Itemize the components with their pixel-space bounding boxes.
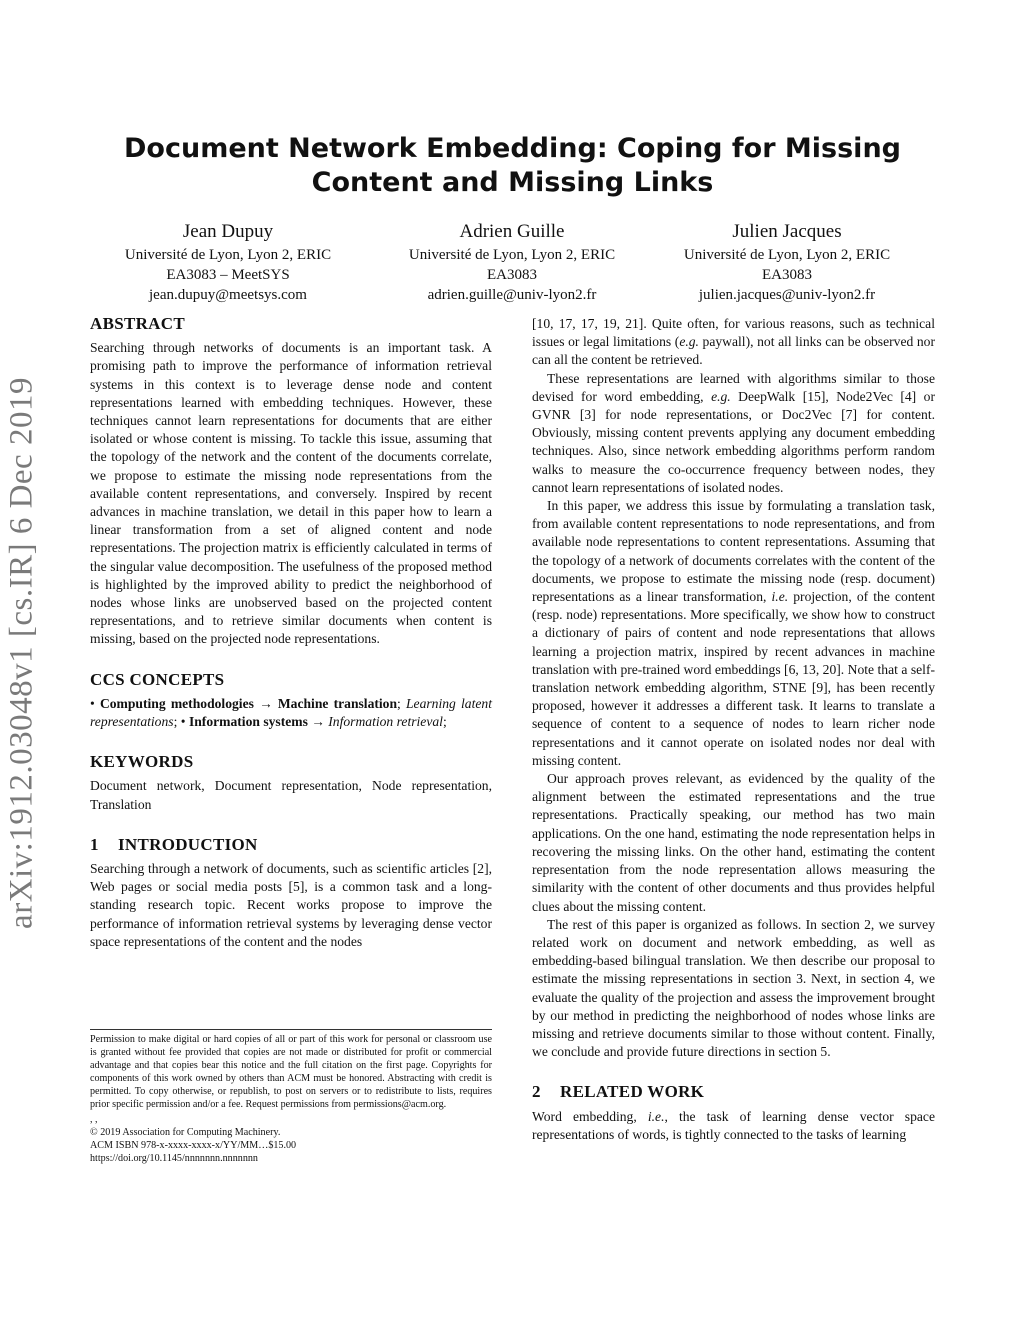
copyright-notice: © 2019 Association for Computing Machinery. bbox=[90, 1127, 281, 1138]
abstract-text: Searching through networks of documents is an important task. A promising path to improve the performance of information retrieval systems in this context is to leverage dense node and content representations learned with embedding techniques. However, these techniques cannot learn representations for documents that are either isolated or whose content is missing. To tackle this issue, assuming that the topology of the network and the content of the documents correlate, we propose to estimate the missing node representations from the available content representations, and conversely. Inspired by recent advances in machine translation, we detail in this paper how to learn a linear transformation from a set of aligned content and node representations. The projection matrix is efficiently calculated in terms of the singular value decomposition. The usefulness of the proposed method is highlighted by the improved ability to predict the neighborhood of nodes whose links are unobserved based on the projected content representations, and to retrieve similar documents when content is missing, based on the projected node representations. bbox=[90, 340, 492, 647]
author-email: adrien.guille@univ-lyon2.fr bbox=[427, 287, 597, 303]
intro-paragraph-3: In this paper, we address this issue by formulating a translation task, from available content representations to node representations, and from available node representations to content representations. Assuming that the topology of a network of documents correlates with the content of the documents, we propose to estimate the missing node (resp. document) representations as a linear transformation, i.e. projection, of the content (resp. node) representations. More specifically, we show how to construct a dictionary of pairs of content and node representations that allows learning a projection matrix, inspired by recent advances in machine translation with pre-trained word embeddings [6, 13, 20]. Note that a self-translation network embedding algorithm, STNE [9], has been recently proposed, however it addresses a different task. It learns to translate a sequence of content to a sequence of nodes to learn richer node representations and it cannot operate on isolated nodes nor deal with missing content. bbox=[532, 498, 935, 768]
ccs-concepts: • Computing methodologies → Machine translation; Learning latent representations; • Information systems → Information retrieval; bbox=[90, 695, 492, 730]
section-number: 1 bbox=[90, 834, 99, 854]
ccs-heading: CCS CONCEPTS bbox=[90, 669, 225, 689]
paper-title: Document Network Embedding: Coping for Missing Content and Missing Links bbox=[124, 133, 901, 198]
author-1 bbox=[98, 219, 358, 305]
author-email: jean.dupuy@meetsys.com bbox=[149, 287, 307, 303]
isbn: ACM ISBN 978-x-xxxx-xxxx-x/YY/MM…$15.00 bbox=[90, 1140, 297, 1151]
footnote-divider bbox=[90, 1029, 492, 1030]
intro-paragraph-5: The rest of this paper is organized as follows. In section 2, we survey related work on document and network embedding, as well as embedding-based bilingual translation. We then describe our proposal to estimate the missing representations in section 3. Next, in section 4, we evaluate the quality of the projection and assess the improvement brought by our method in predicting the neighborhood of nodes whose links are missing and retrieve documents similar to those without content. Finally, we conclude and provide future directions in section 5. bbox=[532, 916, 935, 1060]
intro-paragraph-1-continued: [10, 17, 17, 19, 21]. Quite often, for various reasons, such as technical issues or legal limitations (e.g. paywall), not all links can be observed nor can all the content be retrieved. bbox=[532, 316, 935, 368]
abstract-heading: ABSTRACT bbox=[90, 314, 185, 333]
author-email: julien.jacques@univ-lyon2.fr bbox=[698, 287, 876, 303]
ccs-concept-2: Information systems → bbox=[188, 714, 329, 730]
author-lab: EA3083 – MeetSYS bbox=[166, 267, 290, 283]
arxiv-identifier: arXiv:1912.03048v1 [cs.IR] 6 Dec 2019 bbox=[3, 377, 40, 929]
author-lab: EA3083 bbox=[762, 267, 812, 283]
ccs-concept-2-sub: Information retrieval bbox=[328, 714, 443, 730]
author-lab: EA3083 bbox=[487, 267, 537, 283]
keywords-text: Document network, Document representation, Node representation, Translation bbox=[90, 778, 492, 812]
author-name: Jean Dupuy bbox=[182, 221, 274, 242]
section-number: 2 bbox=[532, 1082, 541, 1102]
intro-heading: 1 INTRODUCTION bbox=[90, 834, 258, 854]
ccs-concept-1-sub: Learning latent representations bbox=[90, 695, 492, 730]
doi-link[interactable]: https://doi.org/10.1145/nnnnnnn.nnnnnnn bbox=[90, 1153, 258, 1164]
left-column bbox=[90, 315, 492, 951]
right-column bbox=[532, 315, 935, 1144]
author-name: Julien Jacques bbox=[732, 221, 842, 242]
author-name: Adrien Guille bbox=[459, 221, 565, 242]
footnote bbox=[90, 1033, 492, 1165]
author-affiliation: Université de Lyon, Lyon 2, ERIC bbox=[408, 247, 616, 263]
author-affiliation: Université de Lyon, Lyon 2, ERIC bbox=[683, 247, 891, 263]
intro-paragraph-4: Our approach proves relevant, as evidenced by the quality of the alignment between the estimated representations and the true representations. Practically speaking, our method has two main applications. On the one hand, estimating the node representation helps in recovering the missing links. On the other hand, estimating the content representation from the node representation allows measuring the similarity with the content of other documents and thus provides helpful clues about the missing content. bbox=[532, 771, 935, 914]
keywords-heading: KEYWORDS bbox=[90, 752, 194, 772]
author-block bbox=[90, 219, 935, 309]
author-affiliation: Université de Lyon, Lyon 2, ERIC bbox=[124, 247, 332, 263]
author-3 bbox=[657, 219, 917, 305]
permission-notice: Permission to make digital or hard copies of all or part of this work for personal or classroom use is granted without fee provided that copies are not made or distributed for profit or commercial advantage and that copies bear this notice and the full citation on the first page. Copyrights for components of this work owned by others than ACM must be honored. Abstracting with credit is permitted. To copy otherwise, or republish, to post on servers or to redistribute to lists, requires prior specific permission and/or a fee. Request permissions from permissions@acm.org. bbox=[90, 1034, 492, 1110]
intro-paragraph-2: These representations are learned with algorithms similar to those devised for word embedding, e.g. DeepWalk [15], Node2Vec [4] or GVNR [3] for node representations, or Doc2Vec [7] for content. Obviously, missing content prevents applying any document embedding techniques. Also, since network embedding algorithms perform random walks to measure the co-occurrence frequency between nodes, they cannot learn representations of isolated nodes. bbox=[532, 370, 935, 495]
author-2 bbox=[382, 219, 642, 305]
ccs-concept-1: Computing methodologies → Machine translation bbox=[99, 695, 398, 711]
conference-info: , , bbox=[90, 1114, 98, 1125]
intro-paragraph-1: Searching through a network of documents, such as scientific articles [2], Web pages or social media posts [5], is a common task and a long-standing research topic. Recent works propose to improve the performance of information retrieval systems by leveraging dense vector space representations of the content and the nodes bbox=[90, 861, 492, 949]
related-work-heading: 2 RELATED WORK bbox=[532, 1082, 705, 1102]
related-work-paragraph-1: Word embedding, i.e., the task of learning dense vector space representations of words, is tightly connected to the tasks of learning bbox=[532, 1108, 935, 1142]
